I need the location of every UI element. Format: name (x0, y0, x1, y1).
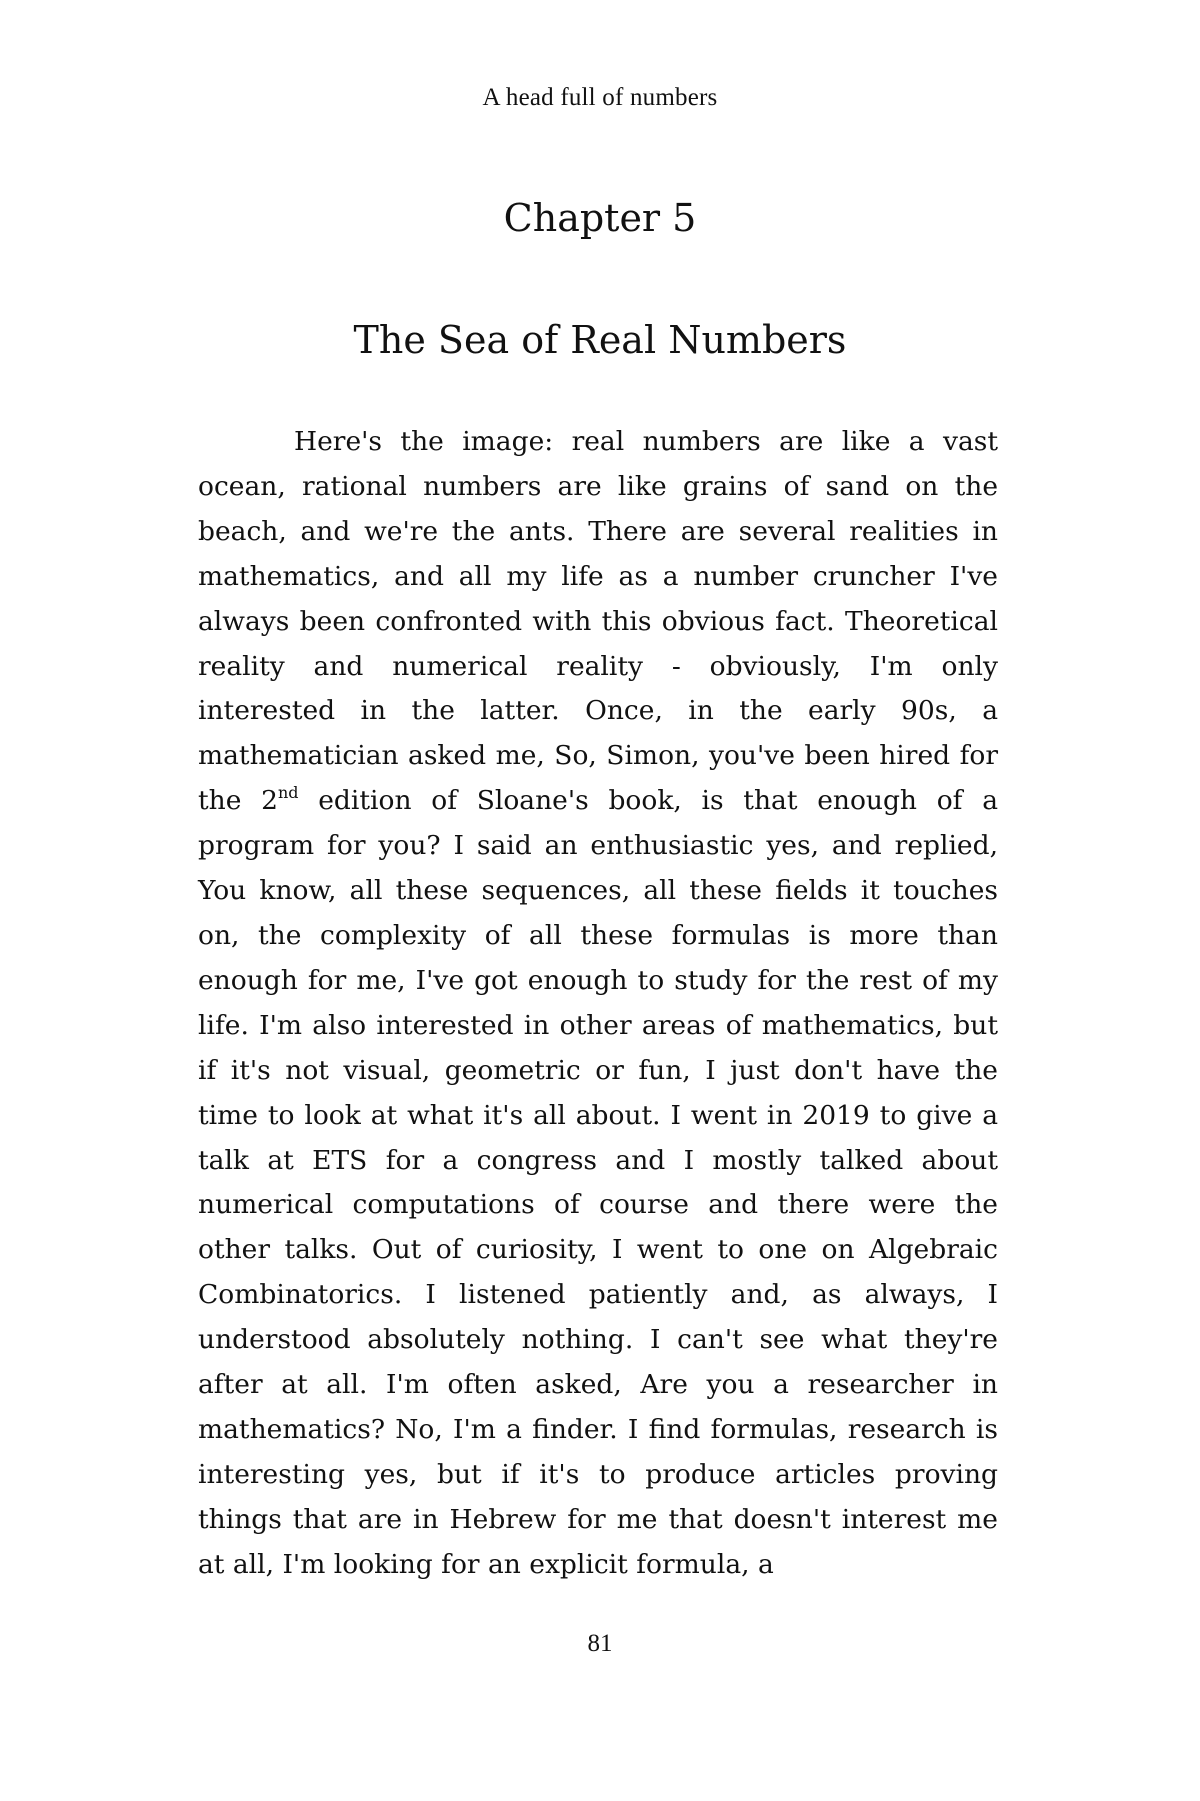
running-head: A head full of numbers (482, 84, 718, 111)
body-text-part-1: Here's the image: real numbers are like a vast ocean, rational numbers are like grains of sand on the beach, and we're the ants. There are several realities in mathematics, and all my life as a number cruncher I've always been confronted with this obvious fact. Theoretical reality and numerical reality - obviously, I'm only interested in the latter. Once, in the early 90s, a mathematician asked me, So, Simon, you've been hired for the 2 (198, 426, 998, 817)
chapter-number: Chapter 5 (503, 196, 697, 240)
chapter-title: The Sea of Real Numbers (353, 318, 847, 362)
ordinal-superscript: nd (277, 783, 299, 803)
page-number: 81 (587, 1630, 613, 1657)
body-paragraph (198, 420, 998, 1588)
body-text-part-2: edition of Sloane's book, is that enough of a program for you? I said an enthusiastic yes, and replied, You know, all these sequences, all these fields it touches on, the complexity of all these formulas is more than enough for me, I've got enough to study for the rest of my life. I'm also interested in other areas of mathematics, but if it's not visual, geometric or fun, I just don't have the time to look at what it's all about. I went in 2019 to give a talk at ETS for a congress and I mostly talked about numerical computations of course and there were the other talks. Out of curiosity, I went to one on Algebraic Combinatorics. I listened patiently and, as always, I understood absolutely nothing. I can't see what they're after at all. I'm often asked, Are you a researcher in mathematics? No, I'm a finder. I find formulas, research is interesting yes, but if it's to produce articles proving things that are in Hebrew for me that doesn't interest me at all, I'm looking for an explicit formula, a (198, 785, 998, 1580)
